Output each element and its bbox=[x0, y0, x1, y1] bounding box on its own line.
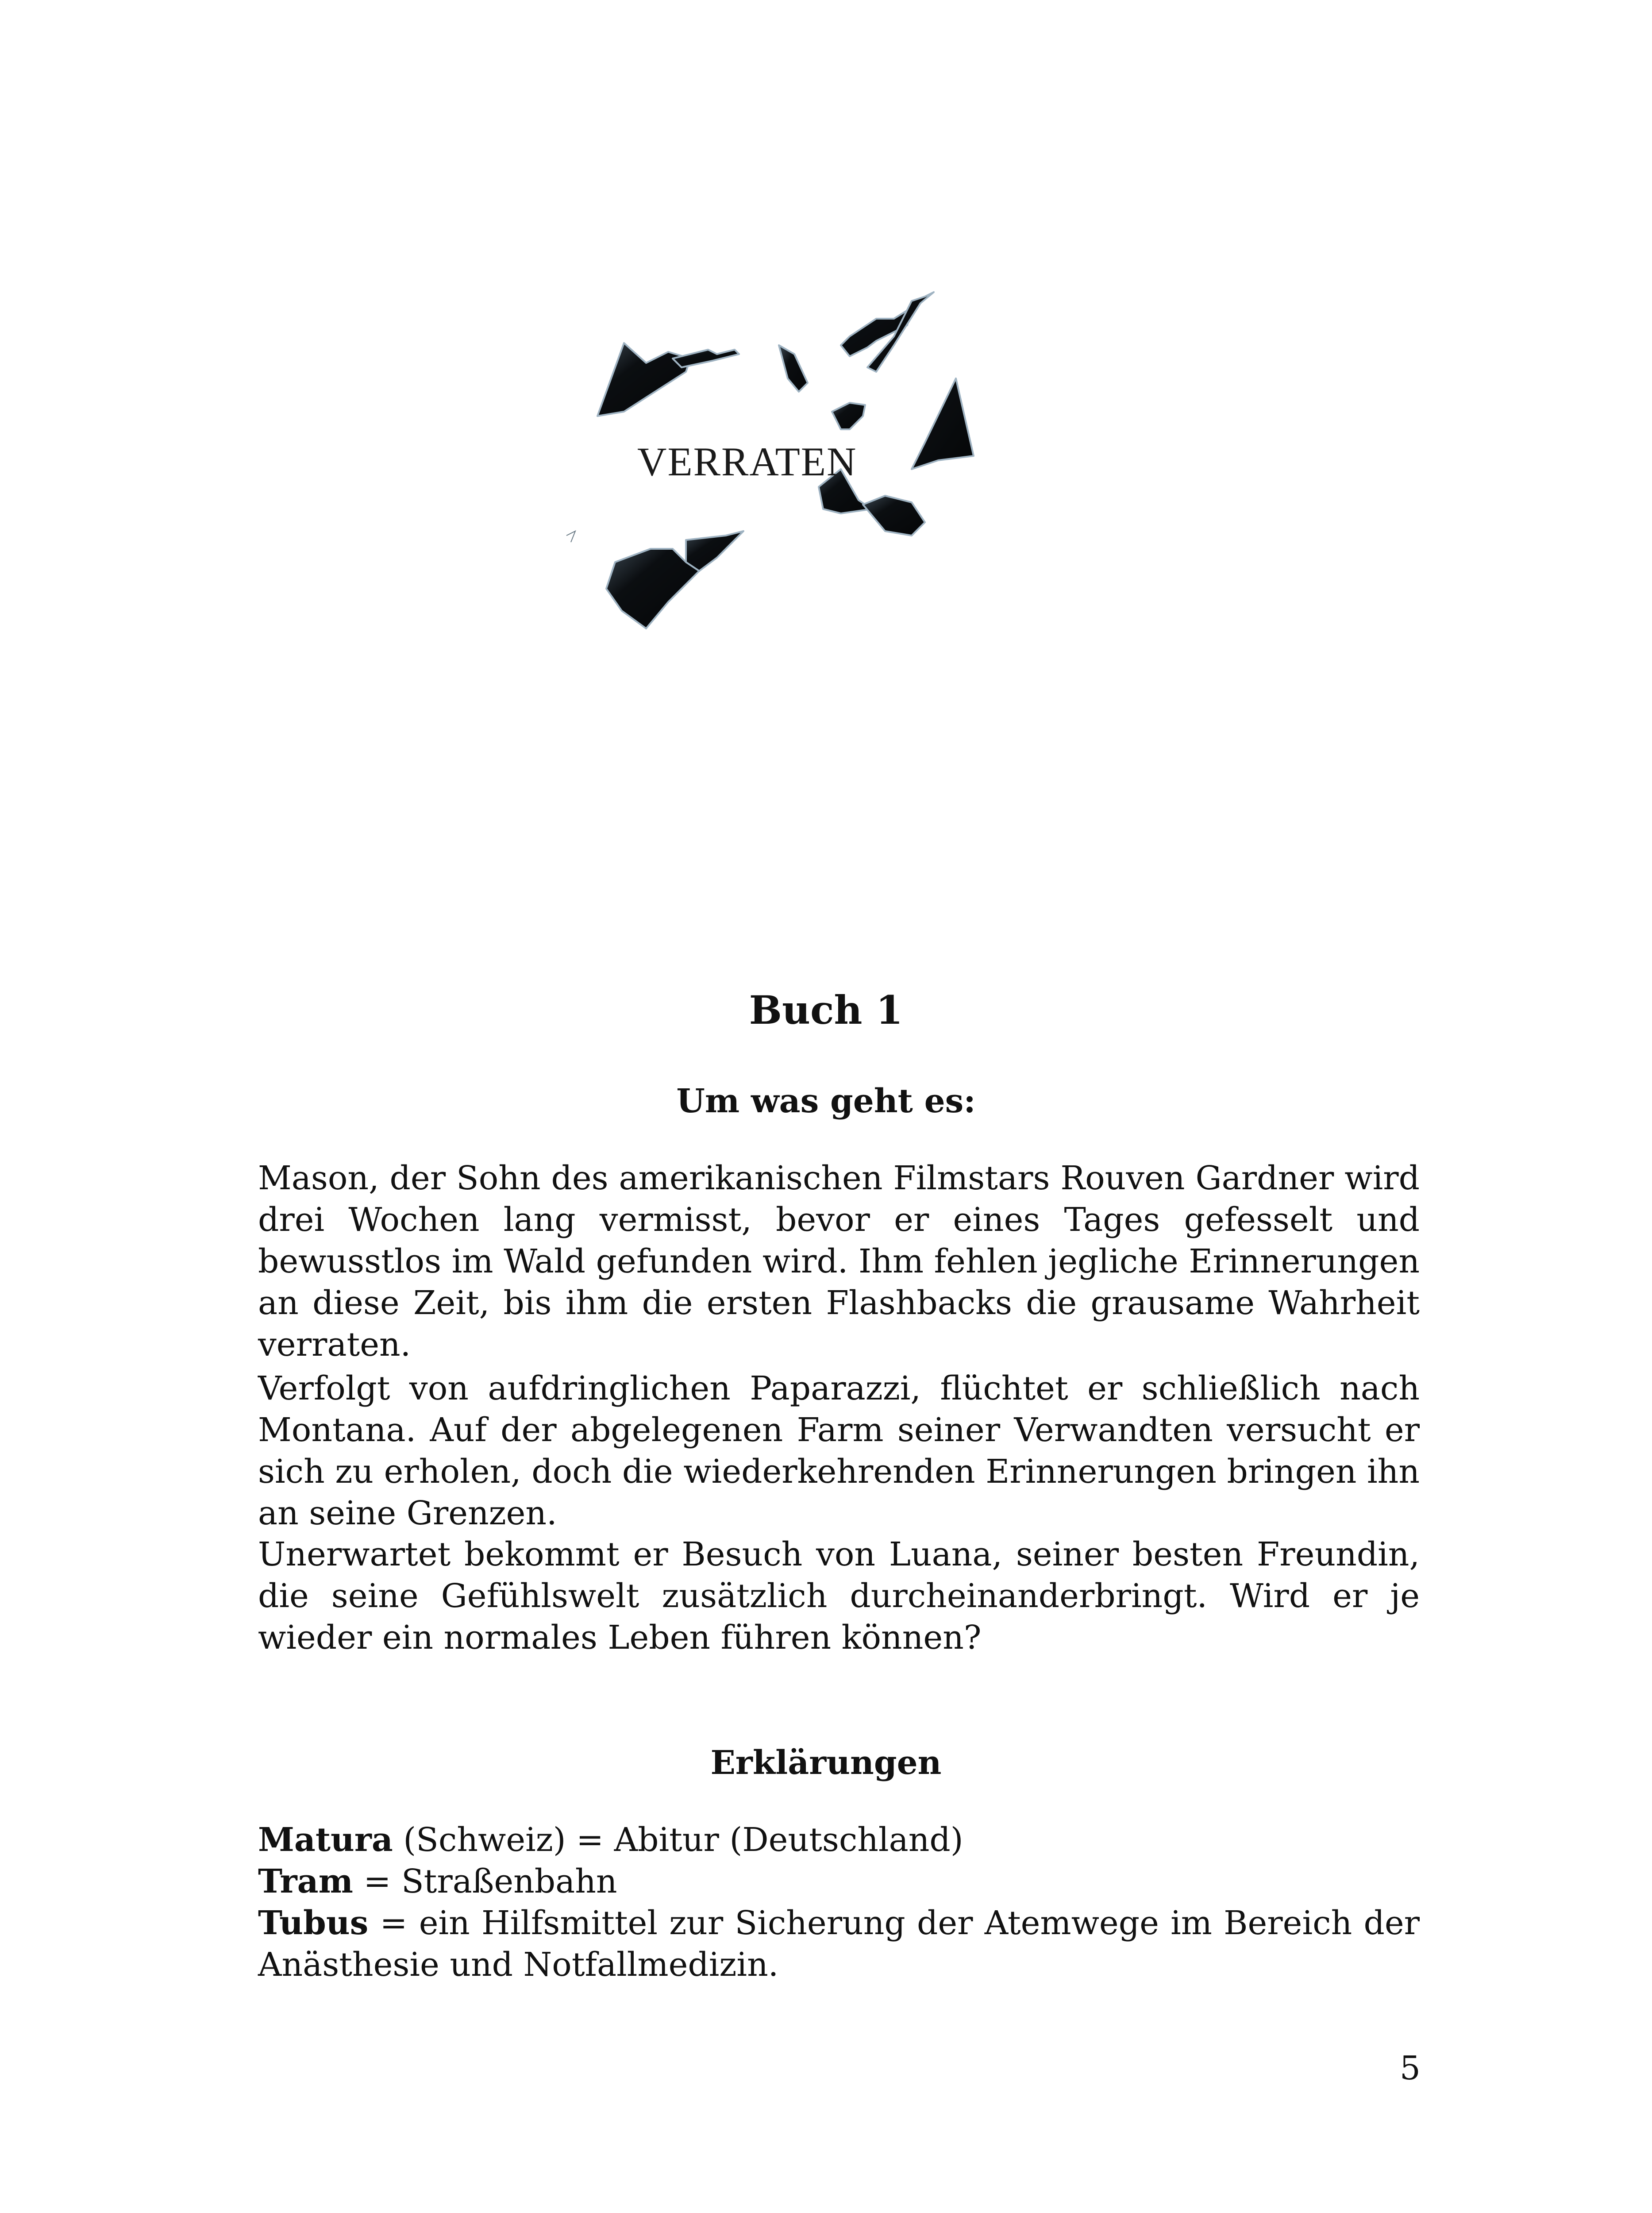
glass-shard-icon bbox=[863, 496, 925, 536]
glossary-term: Tram bbox=[258, 1862, 353, 1901]
glossary-definition: (Schweiz) = Abitur (Deutschland) bbox=[393, 1821, 963, 1859]
synopsis-paragraph: Verfolgt von aufdringlichen Paparazzi, flüchtet er schließlich nach Montana. Auf der abgelegenen Farm seiner Verwandten versucht er sich zu erholen, doch die wiederkehrenden Erinnerungen bringen ihn an seine Grenzen. bbox=[258, 1369, 1420, 1532]
glass-shard-icon bbox=[686, 531, 743, 571]
page-number: 5 bbox=[1399, 2049, 1421, 2087]
glass-shard-icon bbox=[779, 345, 808, 392]
synopsis-paragraph: Unerwartet bekommt er Besuch von Luana, seiner besten Freundin, die seine Gefühlswelt zusätzlich durcheinanderbringt. Wird er je wieder ein normales Leben führen können? bbox=[258, 1535, 1420, 1657]
glossary-heading: Erklärungen bbox=[710, 1744, 942, 1782]
synopsis-paragraph: Mason, der Sohn des amerikanischen Filmstars Rouven Gardner wird drei Wochen lang vermisst, bevor er eines Tages gefesselt und bewusstlos im Wald gefunden wird. Ihm fehlen jegliche Erinnerungen an diese Zeit, bis ihm die ersten Flashbacks die grausame Wahrheit verraten. bbox=[258, 1159, 1420, 1364]
glossary-definition: = ein Hilfsmittel zur Sicherung der Atemwege im Bereich der Anästhesie und Notfallmedizin. bbox=[258, 1904, 1420, 1984]
glass-shard-icon bbox=[597, 343, 690, 416]
glossary-list bbox=[258, 1819, 1420, 1986]
glass-shard-icon bbox=[912, 378, 974, 469]
glossary-definition: = Straßenbahn bbox=[353, 1862, 617, 1901]
synopsis-heading: Um was geht es: bbox=[676, 1082, 976, 1120]
glass-shard-icon bbox=[673, 350, 739, 367]
book-heading: Buch 1 bbox=[749, 987, 903, 1033]
glass-shard-icon bbox=[832, 403, 865, 429]
glossary-term: Matura bbox=[258, 1821, 393, 1859]
glossary-entry bbox=[258, 1861, 1420, 1902]
logo-title: VERRATEN bbox=[637, 439, 857, 484]
glossary-entry bbox=[258, 1902, 1420, 1986]
glossary-entry bbox=[258, 1819, 1420, 1861]
glossary-term: Tubus bbox=[258, 1904, 369, 1942]
